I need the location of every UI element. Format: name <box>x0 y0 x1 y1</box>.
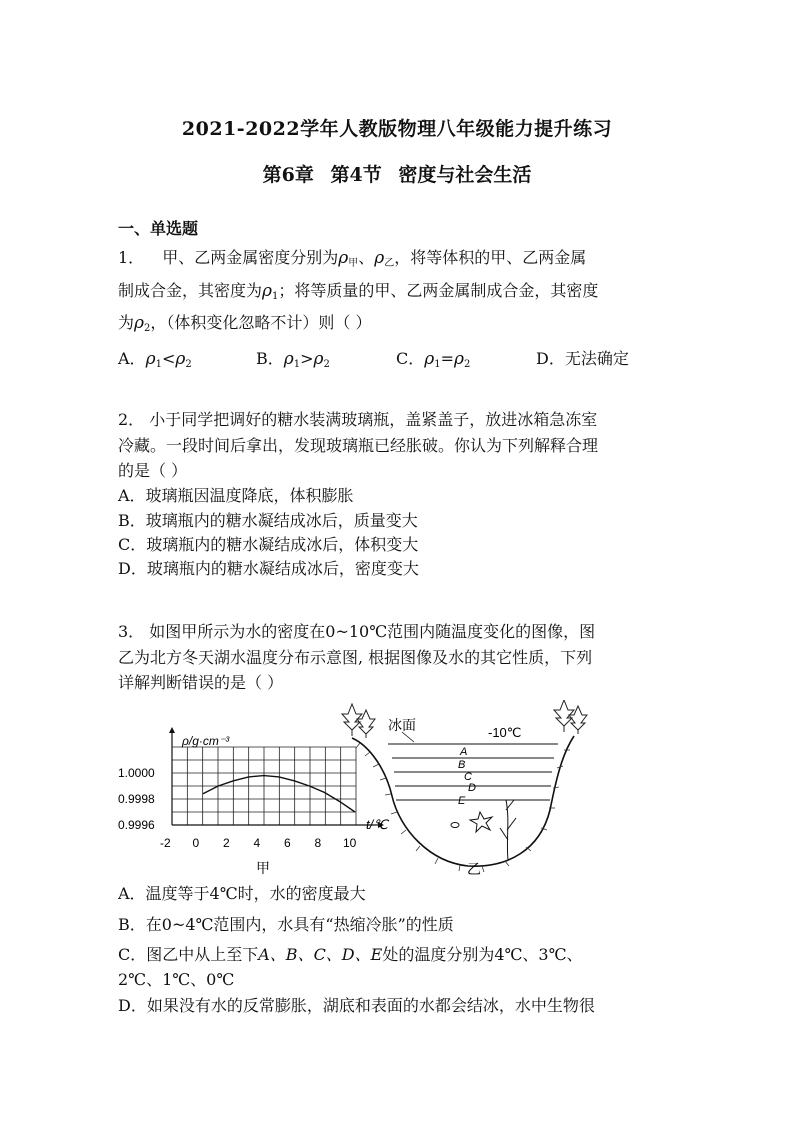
x-tick-label: 6 <box>284 836 291 850</box>
chart-grid <box>172 747 356 825</box>
figure-yi-caption: 乙 <box>467 861 481 877</box>
x-axis-label: t/℃ <box>366 817 388 832</box>
x-tick-label: 10 <box>343 836 357 850</box>
q2-line-2: 冷藏。一段时间后拿出，发现玻璃瓶已经胀破。你认为下列解释合理 <box>118 436 599 455</box>
q1-line-1: 1． 甲、乙两金属密度分别为$\rho_甲$、$\rho_乙$，将等体积的甲、乙两金属 <box>118 248 587 269</box>
q3-line-1: 3． 如图甲所示为水的密度在0~10℃范围内随温度变化的图像，图 <box>118 622 596 641</box>
layer-a: A <box>460 746 468 758</box>
section-heading: 一、单选题 <box>118 219 199 238</box>
q2-line-1: 2． 小于同学把调好的糖水装满玻璃瓶，盖紧盖子，放进冰箱急冻室 <box>118 410 598 429</box>
x-tick-label: 8 <box>314 836 322 850</box>
starfish-icon <box>470 812 492 832</box>
page-title: 2021-2022学年人教版物理八年级能力提升练习 <box>181 118 613 140</box>
x-tick-label: 0 <box>192 836 200 850</box>
q3-option-b[interactable]: B．在0~4℃范围内，水具有“热缩冷胀”的性质 <box>118 915 454 934</box>
y-tick-label: 0.9996 <box>118 818 155 832</box>
q1-number: 1． <box>118 248 145 267</box>
q1-line-2: 制成合金，其密度为$\rho_1$；将等质量的甲、乙两金属制成合金，其密度 <box>118 281 599 302</box>
q1-option-b[interactable]: B．$\rho_1>\rho_2$ <box>256 349 330 370</box>
y-tick-label: 0.9998 <box>118 792 155 806</box>
layer-c: C <box>464 771 472 783</box>
q1-option-c[interactable]: C．$\rho_1=\rho_2$ <box>396 349 471 370</box>
y-axis-arrow <box>169 727 175 733</box>
fish-icon <box>451 823 459 828</box>
figure-jia-caption: 甲 <box>256 860 270 876</box>
chart-tick-labels <box>118 766 357 850</box>
q3-line-3: 详解判断错误的是（ ） <box>118 673 284 692</box>
q3-option-c-line-2: 2℃、1℃、0℃ <box>118 970 235 989</box>
q1-line-3: 为$\rho_2$，（体积变化忽略不计）则（ ） <box>118 313 372 334</box>
q2-option-c[interactable]: C．玻璃瓶内的糖水凝结成冰后，体积变大 <box>118 535 419 554</box>
q3-option-c-line-1[interactable]: C．图乙中从上至下A、B、C、D、E处的温度分别为4℃、3℃、 <box>118 945 583 964</box>
plant-icon <box>500 800 516 860</box>
y-tick-label: 1.0000 <box>118 766 155 780</box>
tree-icon <box>554 700 587 734</box>
q2-option-b[interactable]: B．玻璃瓶内的糖水凝结成冰后，质量变大 <box>118 511 418 530</box>
page-subtitle: 第6章 第4节 密度与社会生活 <box>262 164 532 186</box>
y-axis-label: ρ/g·cm⁻³ <box>182 734 230 748</box>
q1-option-d[interactable]: D．无法确定 <box>536 349 629 368</box>
q1-option-a[interactable]: A．$\rho_1<\rho_2$ <box>118 349 192 370</box>
layer-d: D <box>468 782 476 794</box>
lake-diagram <box>330 700 600 880</box>
q2-option-d[interactable]: D．玻璃瓶内的糖水凝结成冰后，密度变大 <box>118 559 419 578</box>
q2-line-3: 的是（ ） <box>118 461 188 480</box>
q3-line-2: 乙为北方冬天湖水温度分布示意图, 根据图像及水的其它性质，下列 <box>118 648 593 667</box>
q3-option-a[interactable]: A．温度等于4℃时，水的密度最大 <box>118 884 366 903</box>
x-tick-label: -2 <box>160 836 171 850</box>
layer-e: E <box>458 795 466 807</box>
q2-option-a[interactable]: A．玻璃瓶因温度降底，体积膨胀 <box>118 486 354 505</box>
x-tick-label: 2 <box>223 836 230 850</box>
temp-label: -10℃ <box>488 725 522 740</box>
layer-b: B <box>458 759 466 771</box>
tree-icon <box>342 704 375 738</box>
q3-option-d[interactable]: D．如果没有水的反常膨胀，湖底和表面的水都会结冰，水中生物很 <box>118 996 595 1015</box>
ice-label: 冰面 <box>388 717 416 733</box>
x-tick-label: 4 <box>253 836 261 850</box>
